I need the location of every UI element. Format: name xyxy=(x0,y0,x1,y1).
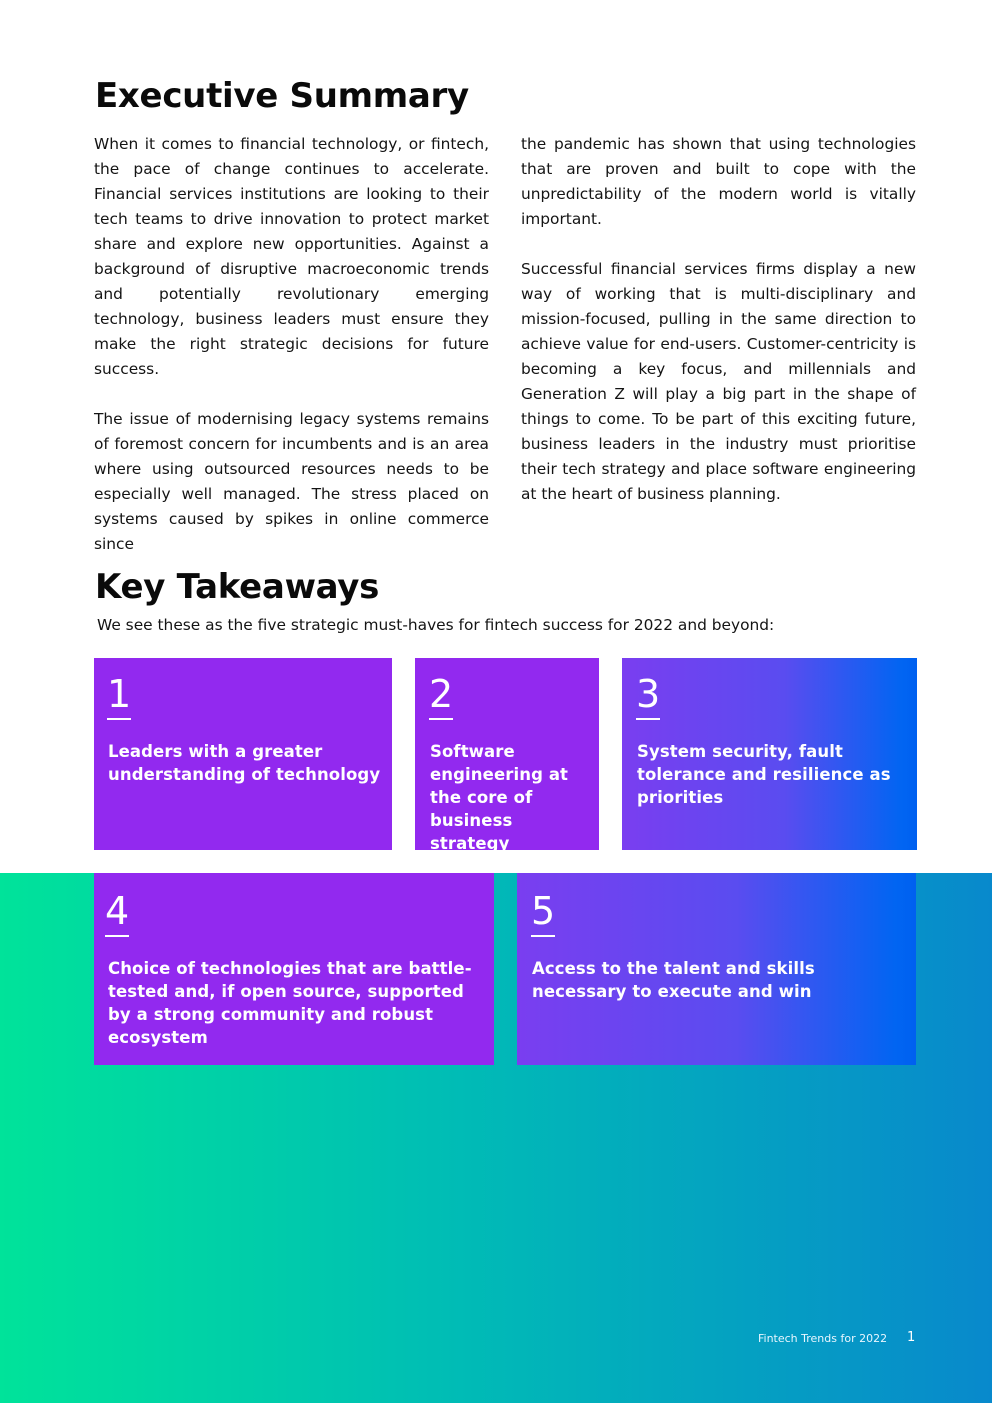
takeaway-text: Leaders with a greater understanding of technology xyxy=(108,742,381,784)
takeaway-text: Software engineering at the core of business strategy xyxy=(430,742,569,853)
takeaway-text: Choice of technologies that are battle-tested and, if open source, supported by a strong community and robust ecosystem xyxy=(108,959,472,1047)
takeaway-number: 4 xyxy=(105,889,129,937)
summary-right-column xyxy=(521,132,916,532)
takeaway-number: 2 xyxy=(429,672,453,720)
takeaway-card-4 xyxy=(94,873,494,1065)
takeaway-card-5 xyxy=(517,873,916,1065)
summary-paragraph: When it comes to financial technology, or fintech, the pace of change continues to accelerate. Financial services institutions are looking to their tech teams to drive innovation to protect market share and explore new opportunities. Against a background of disruptive macroeconomic trends and potentially revolutionary emerging technology, business leaders must ensure they make the right strategic decisions for future success. xyxy=(94,135,489,378)
summary-paragraph: The issue of modernising legacy systems remains of foremost concern for incumbents and is an area where using outsourced resources needs to be especially well managed. The stress placed on systems caused by spikes in online commerce since xyxy=(94,410,489,553)
footer-document-title: Fintech Trends for 2022 xyxy=(758,1332,888,1345)
summary-left-column xyxy=(94,132,489,582)
takeaway-number: 1 xyxy=(107,672,131,720)
key-takeaways-title: Key Takeaways xyxy=(95,567,380,607)
takeaway-number: 5 xyxy=(531,889,555,937)
takeaway-card-3 xyxy=(622,658,917,850)
takeaway-text: System security, fault tolerance and resilience as priorities xyxy=(637,742,891,807)
takeaway-text: Access to the talent and skills necessary to execute and win xyxy=(532,959,815,1001)
takeaway-number: 3 xyxy=(636,672,660,720)
page-number: 1 xyxy=(907,1330,916,1345)
summary-paragraph: the pandemic has shown that using technologies that are proven and built to cope with the unpredictability of the modern world is vitally important. xyxy=(521,135,916,228)
key-takeaways-intro: We see these as the five strategic must-haves for fintech success for 2022 and beyond: xyxy=(97,616,775,634)
takeaway-card-1 xyxy=(94,658,392,850)
takeaway-card-2 xyxy=(415,658,599,853)
executive-summary-title: Executive Summary xyxy=(95,76,469,116)
summary-paragraph: Successful financial services firms display a new way of working that is multi-disciplinary and mission-focused, pulling in the same direction to achieve value for end-users. Customer-centricity is becoming a key focus, and millennials and Generation Z will play a big part in the shape of things to come. To be part of this exciting future, business leaders in the industry must prioritise their tech strategy and place software engineering at the heart of business planning. xyxy=(521,260,916,503)
